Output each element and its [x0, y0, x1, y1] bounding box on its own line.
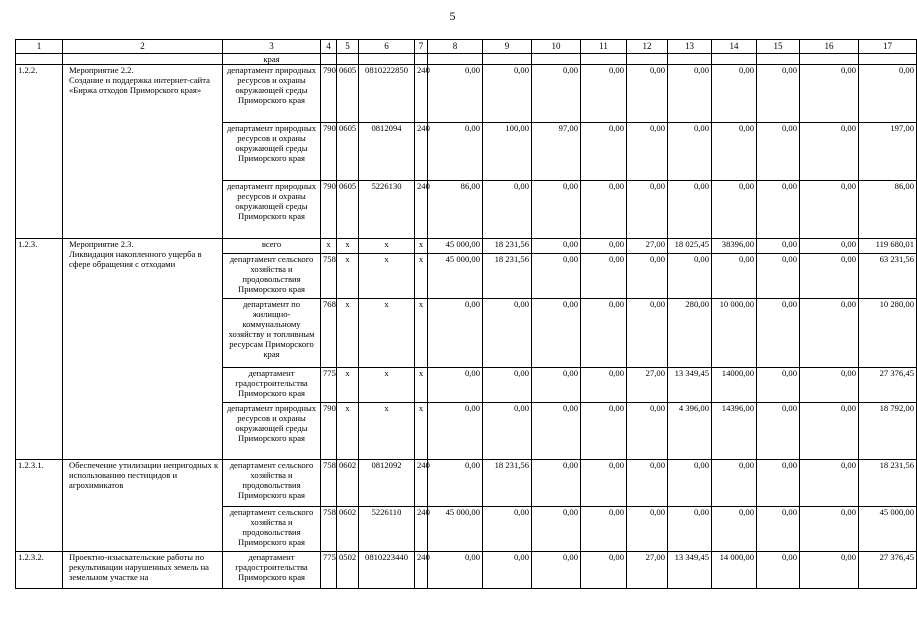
value-cell: 0,00	[668, 507, 712, 552]
value-cell: 0,00	[483, 368, 532, 403]
table-header-row	[16, 40, 917, 54]
code-gr: 758	[321, 507, 337, 552]
value-cell: 0,00	[581, 299, 627, 368]
code-csr: 0810223440	[359, 552, 415, 589]
department-cell: департамент градостроительства Приморского края	[223, 368, 321, 403]
code-csr: х	[359, 254, 415, 299]
continuation-cell	[16, 54, 63, 65]
continuation-cell	[337, 54, 359, 65]
code-vr: х	[415, 403, 428, 460]
column-header: 1	[16, 40, 63, 54]
value-cell: 0,00	[428, 65, 483, 123]
value-cell: 0,00	[428, 403, 483, 460]
column-header: 15	[757, 40, 800, 54]
code-csr: х	[359, 239, 415, 254]
continuation-row	[16, 54, 917, 65]
continuation-cell	[757, 54, 800, 65]
department-cell: департамент природных ресурсов и охраны окружающей среды Приморского края	[223, 123, 321, 181]
value-cell: 0,00	[757, 239, 800, 254]
value-cell: 27,00	[627, 552, 668, 589]
value-cell: 0,00	[800, 65, 859, 123]
code-rz: х	[337, 299, 359, 368]
value-cell: 0,00	[532, 552, 581, 589]
value-cell: 0,00	[800, 123, 859, 181]
department-cell: департамент природных ресурсов и охраны окружающей среды Приморского края	[223, 181, 321, 239]
row-number: 1.2.3.2.	[16, 552, 63, 589]
value-cell: 14396,00	[712, 403, 757, 460]
continuation-cell	[859, 54, 917, 65]
value-cell: 0,00	[712, 254, 757, 299]
value-cell: 0,00	[532, 239, 581, 254]
value-cell: 0,00	[428, 460, 483, 507]
code-gr: 775	[321, 368, 337, 403]
value-cell: 14000,00	[712, 368, 757, 403]
value-cell: 280,00	[668, 299, 712, 368]
value-cell: 0,00	[668, 181, 712, 239]
continuation-cell	[668, 54, 712, 65]
value-cell: 0,00	[581, 181, 627, 239]
code-csr: 0810222850	[359, 65, 415, 123]
value-cell: 18 025,45	[668, 239, 712, 254]
value-cell: 0,00	[668, 254, 712, 299]
value-cell: 18 792,00	[859, 403, 917, 460]
value-cell: 0,00	[627, 65, 668, 123]
value-cell: 13 349,45	[668, 552, 712, 589]
value-cell: 0,00	[800, 507, 859, 552]
value-cell: 0,00	[800, 368, 859, 403]
code-gr: 768	[321, 299, 337, 368]
value-cell: 0,00	[800, 181, 859, 239]
value-cell: 0,00	[757, 65, 800, 123]
value-cell: 0,00	[668, 65, 712, 123]
code-csr: х	[359, 403, 415, 460]
code-gr: 790	[321, 181, 337, 239]
value-cell: 18 231,56	[483, 254, 532, 299]
code-gr: 790	[321, 123, 337, 181]
row-title: Проектно-изыскательские работы по рекультивации нарушенных земель на земельном участке на	[63, 552, 223, 589]
value-cell: 18 231,56	[859, 460, 917, 507]
code-rz: х	[337, 254, 359, 299]
value-cell: 0,00	[627, 403, 668, 460]
column-header: 13	[668, 40, 712, 54]
value-cell: 18 231,56	[483, 460, 532, 507]
value-cell: 0,00	[757, 254, 800, 299]
continuation-cell	[415, 54, 428, 65]
department-cell: департамент сельского хозяйства и продовольствия Приморского края	[223, 254, 321, 299]
value-cell: 0,00	[757, 299, 800, 368]
value-cell: 0,00	[668, 460, 712, 507]
code-csr: х	[359, 368, 415, 403]
value-cell: 0,00	[428, 299, 483, 368]
value-cell: 0,00	[581, 239, 627, 254]
row-number: 1.2.2.	[16, 65, 63, 239]
row-number: 1.2.3.1.	[16, 460, 63, 552]
code-csr: 0812094	[359, 123, 415, 181]
department-cell: департамент сельского хозяйства и продовольствия Приморского края	[223, 507, 321, 552]
value-cell: 0,00	[581, 368, 627, 403]
continuation-cell	[321, 54, 337, 65]
column-header: 9	[483, 40, 532, 54]
code-rz: х	[337, 403, 359, 460]
value-cell: 0,00	[532, 254, 581, 299]
value-cell: 0,00	[800, 552, 859, 589]
value-cell: 0,00	[428, 123, 483, 181]
value-cell: 0,00	[757, 123, 800, 181]
department-cell: всего	[223, 239, 321, 254]
column-header: 3	[223, 40, 321, 54]
value-cell: 119 680,01	[859, 239, 917, 254]
code-vr: 240	[415, 181, 428, 239]
value-cell: 0,00	[581, 552, 627, 589]
value-cell: 13 349,45	[668, 368, 712, 403]
value-cell: 0,00	[532, 368, 581, 403]
code-vr: 240	[415, 507, 428, 552]
value-cell: 0,00	[483, 65, 532, 123]
value-cell: 86,00	[859, 181, 917, 239]
value-cell: 0,00	[532, 460, 581, 507]
row-title: Мероприятие 2.2. Создание и поддержка интернет-сайта «Биржа отходов Приморского края»	[63, 65, 223, 239]
value-cell: 0,00	[483, 403, 532, 460]
value-cell: 45 000,00	[428, 254, 483, 299]
value-cell: 45 000,00	[428, 507, 483, 552]
code-vr: 240	[415, 552, 428, 589]
value-cell: 0,00	[581, 254, 627, 299]
value-cell: 0,00	[712, 507, 757, 552]
department-cell: департамент сельского хозяйства и продовольствия Приморского края	[223, 460, 321, 507]
value-cell: 10 280,00	[859, 299, 917, 368]
department-cell: департамент по жилищно-коммунальному хозяйству и топливным ресурсам Приморского края	[223, 299, 321, 368]
value-cell: 0,00	[581, 403, 627, 460]
column-header: 4	[321, 40, 337, 54]
code-vr: 240	[415, 65, 428, 123]
code-csr: 5226110	[359, 507, 415, 552]
value-cell: 0,00	[712, 181, 757, 239]
value-cell: 0,00	[712, 123, 757, 181]
value-cell: 0,00	[532, 181, 581, 239]
column-header: 17	[859, 40, 917, 54]
value-cell: 0,00	[532, 65, 581, 123]
page-number: 5	[449, 9, 456, 23]
continuation-cell	[483, 54, 532, 65]
code-gr: 758	[321, 460, 337, 507]
continuation-cell	[428, 54, 483, 65]
code-rz: х	[337, 368, 359, 403]
value-cell: 0,00	[532, 403, 581, 460]
value-cell: 38396,00	[712, 239, 757, 254]
budget-table	[15, 39, 917, 589]
value-cell: 0,00	[712, 460, 757, 507]
column-header: 16	[800, 40, 859, 54]
value-cell: 0,00	[532, 507, 581, 552]
column-header: 5	[337, 40, 359, 54]
value-cell: 0,00	[483, 299, 532, 368]
value-cell: 0,00	[757, 460, 800, 507]
code-vr: х	[415, 254, 428, 299]
code-vr: х	[415, 368, 428, 403]
value-cell: 0,00	[581, 123, 627, 181]
continuation-text: края	[223, 54, 321, 65]
code-gr: 790	[321, 65, 337, 123]
value-cell: 0,00	[483, 181, 532, 239]
code-rz: 0602	[337, 460, 359, 507]
value-cell: 0,00	[627, 254, 668, 299]
row-title: Мероприятие 2.3. Ликвидация накопленного ущерба в сфере обращения с отходами	[63, 239, 223, 460]
value-cell: 0,00	[627, 507, 668, 552]
value-cell: 18 231,56	[483, 239, 532, 254]
value-cell: 0,00	[800, 403, 859, 460]
value-cell: 63 231,56	[859, 254, 917, 299]
code-rz: 0502	[337, 552, 359, 589]
value-cell: 0,00	[800, 239, 859, 254]
code-rz: 0605	[337, 65, 359, 123]
continuation-cell	[800, 54, 859, 65]
table-row	[16, 65, 917, 123]
value-cell: 0,00	[800, 299, 859, 368]
value-cell: 45 000,00	[859, 507, 917, 552]
value-cell: 27,00	[627, 239, 668, 254]
code-gr: 758	[321, 254, 337, 299]
column-header: 12	[627, 40, 668, 54]
value-cell: 86,00	[428, 181, 483, 239]
column-header: 2	[63, 40, 223, 54]
value-cell: 0,00	[757, 181, 800, 239]
code-vr: 240	[415, 123, 428, 181]
code-gr: х	[321, 239, 337, 254]
column-header: 14	[712, 40, 757, 54]
code-vr: х	[415, 299, 428, 368]
value-cell: 0,00	[627, 299, 668, 368]
value-cell: 0,00	[668, 123, 712, 181]
column-header: 6	[359, 40, 415, 54]
continuation-cell	[63, 54, 223, 65]
code-csr: 0812092	[359, 460, 415, 507]
value-cell: 0,00	[757, 403, 800, 460]
code-rz: 0605	[337, 181, 359, 239]
code-gr: 775	[321, 552, 337, 589]
value-cell: 14 000,00	[712, 552, 757, 589]
value-cell: 0,00	[532, 299, 581, 368]
value-cell: 0,00	[627, 181, 668, 239]
value-cell: 0,00	[483, 552, 532, 589]
value-cell: 0,00	[581, 460, 627, 507]
value-cell: 0,00	[757, 507, 800, 552]
value-cell: 100,00	[483, 123, 532, 181]
column-header: 8	[428, 40, 483, 54]
value-cell: 27 376,45	[859, 552, 917, 589]
code-vr: 240	[415, 460, 428, 507]
column-header: 7	[415, 40, 428, 54]
value-cell: 97,00	[532, 123, 581, 181]
value-cell: 0,00	[712, 65, 757, 123]
continuation-cell	[627, 54, 668, 65]
table-row	[16, 552, 917, 589]
continuation-cell	[712, 54, 757, 65]
value-cell: 0,00	[757, 552, 800, 589]
row-title: Обеспечение утилизации непригодных к использованию пестицидов и агрохимикатов	[63, 460, 223, 552]
code-csr: х	[359, 299, 415, 368]
row-number: 1.2.3.	[16, 239, 63, 460]
code-rz: 0605	[337, 123, 359, 181]
table-row	[16, 239, 917, 254]
value-cell: 0,00	[800, 460, 859, 507]
code-rz: 0602	[337, 507, 359, 552]
column-header: 11	[581, 40, 627, 54]
continuation-cell	[359, 54, 415, 65]
value-cell: 197,00	[859, 123, 917, 181]
department-cell: департамент градостроительства Приморского края	[223, 552, 321, 589]
value-cell: 0,00	[757, 368, 800, 403]
value-cell: 0,00	[428, 368, 483, 403]
value-cell: 0,00	[581, 65, 627, 123]
continuation-cell	[532, 54, 581, 65]
value-cell: 0,00	[428, 552, 483, 589]
value-cell: 0,00	[581, 507, 627, 552]
value-cell: 0,00	[483, 507, 532, 552]
code-vr: х	[415, 239, 428, 254]
column-header: 10	[532, 40, 581, 54]
value-cell: 0,00	[800, 254, 859, 299]
value-cell: 10 000,00	[712, 299, 757, 368]
continuation-cell	[581, 54, 627, 65]
value-cell: 4 396,00	[668, 403, 712, 460]
table-row	[16, 460, 917, 507]
value-cell: 45 000,00	[428, 239, 483, 254]
value-cell: 27 376,45	[859, 368, 917, 403]
department-cell: департамент природных ресурсов и охраны окружающей среды Приморского края	[223, 403, 321, 460]
code-csr: 5226130	[359, 181, 415, 239]
code-rz: х	[337, 239, 359, 254]
value-cell: 27,00	[627, 368, 668, 403]
code-gr: 790	[321, 403, 337, 460]
value-cell: 0,00	[859, 65, 917, 123]
department-cell: департамент природных ресурсов и охраны окружающей среды Приморского края	[223, 65, 321, 123]
value-cell: 0,00	[627, 123, 668, 181]
value-cell: 0,00	[627, 460, 668, 507]
